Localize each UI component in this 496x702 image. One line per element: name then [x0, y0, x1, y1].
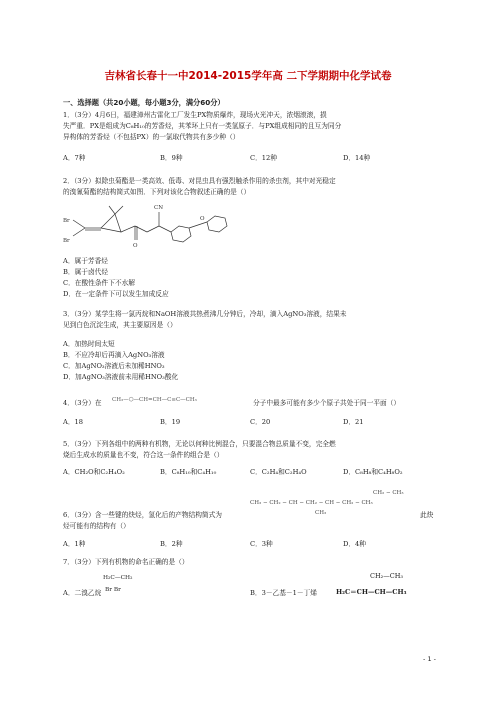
q2-line-1: 2．（3分）拟除虫菊酯是一类高效、低毒、对昆虫具有强烈触杀作用的杀虫剂，其中对光稳定 [63, 177, 336, 185]
q5-line-2: 烧后生成水的质量也不变，符合这一条件的组合是（） [63, 451, 224, 459]
cn-label: CN [154, 205, 164, 211]
q1-line-1: 1．（3分）4月6日，福建漳州古雷化工厂发生PX物质爆炸，现场火光冲天，浓烟滚滚，损 [63, 111, 327, 119]
q4-lead: 4．（3分）在 [63, 399, 102, 407]
q3-line-1: 3．（3分）某学生将一氯丙烷和NaOH溶液共热煮沸几分钟后，冷却，滴入AgNO₃溶液，结果未 [63, 310, 347, 318]
q4-option-b: B．19 [160, 418, 181, 426]
q6-line-2: 烃可能有的结构有（） [63, 522, 130, 530]
q6-formula-bottom: CH₃ [315, 510, 327, 516]
q3-line-2: 见到白色沉淀生成，其主要原因是（） [63, 321, 177, 329]
q6-option-b: B．2种 [160, 540, 183, 548]
q5-line-1: 5．（3分）下列各组中的两种有机物，无论以何种比例混合，只要混合物总质量不变，完全燃 [63, 440, 336, 448]
page-title: 吉林省长春十一中2014-2015学年高 二下学期期中化学试卷 [104, 70, 392, 82]
q2-option-c: C．在酸性条件下不水解 [63, 279, 135, 287]
q1-line-3: 异构体的芳香烃（不包括PX）的一氯取代物共有多少种（） [63, 133, 240, 141]
q7-b-formula-main: H₂C＝CH—CH—CH₃ [336, 588, 407, 596]
q7-option-b: B．3－乙基－1－丁烯 [250, 589, 317, 597]
q1-line-2: 失严重．PX是组成为C₈H₁₀的芳香烃，其苯环上只有一类氢原子．与PX组成相同的且互为同分 [63, 122, 342, 130]
q7-a-formula-top: H₂C—CH₂ [103, 575, 133, 581]
q4-option-a: A．18 [63, 418, 84, 426]
q5-option-b: B．C₈H₁₀和C₄H₁₀ [160, 468, 217, 476]
q7-b-formula-top: CH₂—CH₃ [370, 572, 403, 580]
q1-option-a: A．7种 [63, 154, 86, 162]
q6-option-a: A．1种 [63, 540, 86, 548]
q3-option-c: C．加AgNO₃溶液后未加稀HNO₃ [63, 362, 165, 370]
q4-option-c: C．20 [250, 418, 271, 426]
q4-option-d: D．21 [343, 418, 364, 426]
q2-option-b: B．属于卤代烃 [63, 268, 109, 276]
q6-option-d: D．4种 [343, 540, 366, 548]
br-label-1: Br [63, 218, 70, 224]
ether-o-label: O [200, 216, 205, 222]
page-number: - 1 - [423, 655, 436, 663]
q6-tail: 此炔 [420, 511, 434, 519]
q1-option-b: B．9种 [160, 154, 183, 162]
q2-option-a: A．属于芳香烃 [63, 257, 108, 265]
carbonyl-o-label: O [133, 243, 138, 248]
section-header: 一、选择题（共20小题，每小题3分，满分60分） [63, 98, 225, 107]
q3-option-b: B．不应冷却后再滴入AgNO₃溶液 [63, 351, 165, 359]
q6-lead: 6．（3分）含一些键的炔烃，氢化后的产物结构简式为 [63, 511, 222, 519]
q3-option-a: A．加热时间太短 [63, 340, 115, 348]
q7-a-formula-bottom: Br Br [105, 587, 121, 593]
q2-option-d: D．在一定条件下可以发生加成反应 [63, 290, 169, 298]
q7-option-a: A．二溴乙烷 [63, 589, 102, 597]
q1-option-d: D．14种 [343, 154, 371, 162]
q1-option-c: C．12种 [250, 154, 278, 162]
q6-formula-main: CH₃ − CH₂ − CH − CH₂ − CH − CH₂ − CH₃ [250, 500, 373, 506]
q5-option-a: A．CH₂O和C₂H₄O₂ [63, 468, 125, 476]
q2-line-2: 的溴氰菊酯的结构简式如图．下列对该化合物叙述正确的是（） [63, 188, 251, 196]
q6-option-c: C．3种 [250, 540, 273, 548]
q7-line-1: 7．（3分）下列有机物的命名正确的是（） [63, 558, 189, 566]
q4-tail: 分子中最多可能有多少个原子共处于同一平面（） [253, 399, 401, 407]
br-label-2: Br [63, 238, 70, 244]
deltamethrin-structure [63, 198, 263, 248]
q6-formula-top: CH₂ − CH₃ [373, 490, 404, 496]
q5-option-d: D．C₈H₈和C₄H₈O₂ [343, 468, 403, 476]
q5-option-c: C．C₂H₄和C₂H₄O [250, 468, 307, 476]
q4-formula: CH₃—⬡—CH=CH—C≡C—CH₃ [112, 397, 197, 403]
q3-option-d: D．加AgNO₃溶液前未用稀HNO₃酸化 [63, 373, 179, 381]
